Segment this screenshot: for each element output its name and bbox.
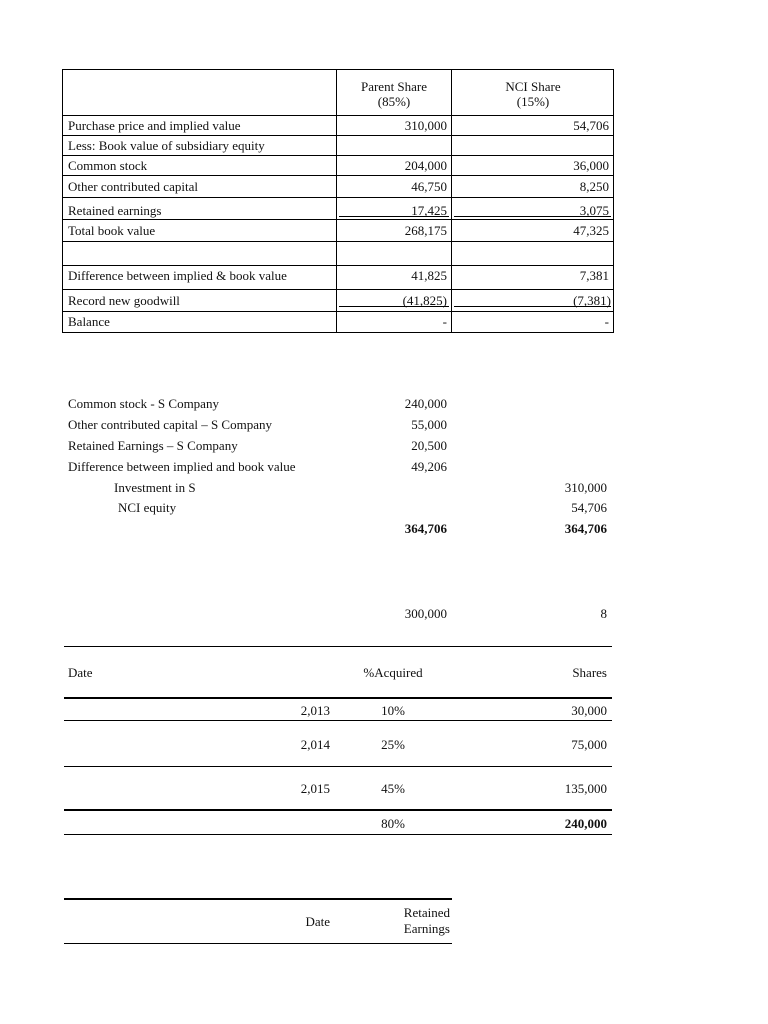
je-credit-amount: 310,000: [564, 480, 607, 495]
acq-pct: 25%: [381, 737, 405, 752]
acq-year: 2,014: [300, 737, 330, 752]
row-label: Common stock: [68, 158, 148, 173]
acq-total-shares: 240,000: [564, 816, 607, 831]
je-debit-label: Other contributed capital – S Company: [68, 417, 272, 432]
retained-earnings-header: Retained Earnings: [403, 905, 450, 936]
je-debit-label: Difference between implied and book value: [68, 459, 296, 474]
nci-value: 8,250: [579, 179, 609, 194]
row-label: Record new goodwill: [68, 293, 180, 308]
misc-value-a: 300,000: [404, 606, 447, 621]
acq-shares: 75,000: [571, 737, 607, 752]
je-credit-label: Investment in S: [114, 480, 196, 495]
parent-value: -: [442, 314, 447, 329]
parent-value: 17,425: [411, 203, 447, 218]
je-debit-amount: 20,500: [411, 438, 447, 453]
re-date-header: Date: [305, 914, 330, 929]
shares-header: Shares: [572, 665, 607, 680]
nci-value: 36,000: [573, 158, 609, 173]
nci-value: 47,325: [573, 223, 609, 238]
pct-acquired-header: %Acquired: [363, 665, 423, 680]
je-debit-amount: 240,000: [404, 396, 447, 411]
parent-value: (41,825): [402, 293, 447, 308]
acq-pct: 10%: [381, 703, 405, 718]
acq-shares: 30,000: [571, 703, 607, 718]
row-label: Other contributed capital: [68, 179, 198, 194]
nci-value: 3,075: [579, 203, 609, 218]
misc-value-b: 8: [600, 606, 607, 621]
je-debit-amount: 55,000: [411, 417, 447, 432]
allocation-table: [62, 69, 614, 333]
parent-value: 46,750: [411, 179, 447, 194]
parent-value: 268,175: [404, 223, 447, 238]
acq-year: 2,013: [300, 703, 330, 718]
je-total-debit: 364,706: [404, 521, 447, 536]
parent-value: 41,825: [411, 268, 447, 283]
je-credit-amount: 54,706: [571, 500, 607, 515]
acq-year: 2,015: [300, 781, 330, 796]
acq-pct: 45%: [381, 781, 405, 796]
je-total-credit: 364,706: [564, 521, 607, 536]
acq-total-pct: 80%: [381, 816, 405, 831]
nci-value: 54,706: [573, 118, 609, 133]
nci-value: 7,381: [579, 268, 609, 283]
nci-value: (7,381): [573, 293, 611, 308]
acq-shares: 135,000: [564, 781, 607, 796]
je-debit-label: Common stock - S Company: [68, 396, 219, 411]
je-credit-label: NCI equity: [118, 500, 177, 515]
row-label: Less: Book value of subsidiary equity: [68, 138, 265, 153]
parent-value: 204,000: [404, 158, 447, 173]
row-label: Purchase price and implied value: [68, 118, 241, 133]
row-label: Balance: [68, 314, 110, 329]
je-debit-label: Retained Earnings – S Company: [68, 438, 238, 453]
nci-share-header: NCI Share (15%): [505, 79, 561, 109]
parent-value: 310,000: [404, 118, 447, 133]
row-label: Retained earnings: [68, 203, 162, 218]
row-label: Total book value: [68, 223, 156, 238]
date-header: Date: [68, 665, 93, 680]
row-label: Difference between implied & book value: [68, 268, 287, 283]
parent-share-header: Parent Share (85%): [360, 79, 428, 109]
nci-value: -: [604, 314, 609, 329]
je-debit-amount: 49,206: [411, 459, 447, 474]
